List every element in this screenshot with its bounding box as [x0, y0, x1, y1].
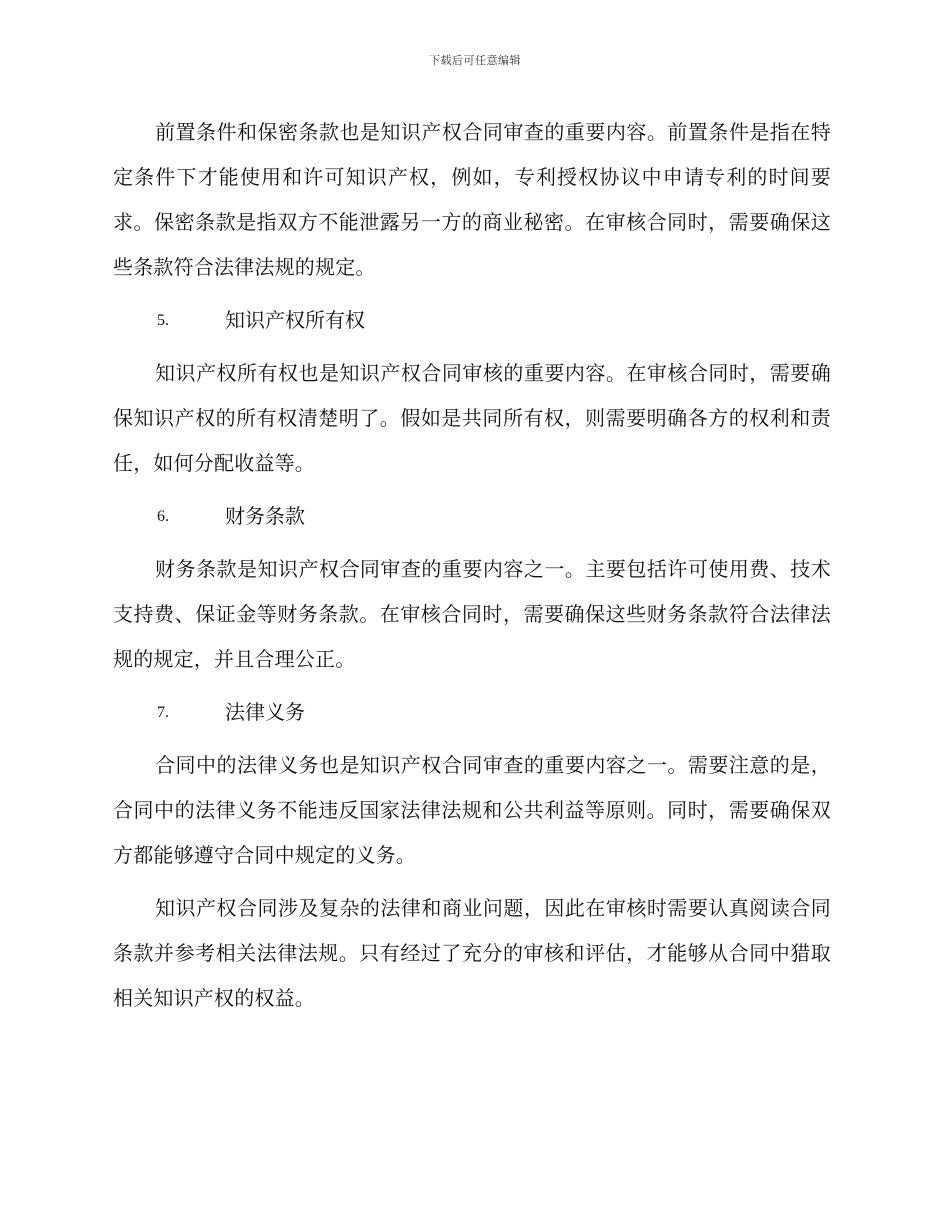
section-number: 6.: [157, 508, 169, 525]
paragraph-legal-obligations: 合同中的法律义务也是知识产权合同审查的重要内容之一。需要注意的是，合同中的法律义务不能违反国家法律法规和公共利益等原则。同时，需要确保双方都能够遵守合同中规定的义务。: [113, 753, 831, 867]
section-title: 财务条款: [225, 504, 305, 528]
section-title: 法律义务: [225, 700, 305, 724]
section-heading-financial-terms: [113, 494, 831, 539]
page-header: 下载后可任意编辑: [429, 54, 521, 67]
paragraph-preconditions-confidentiality: 前置条件和保密条款也是知识产权合同审查的重要内容。前置条件是指在特定条件下才能使用和许可知识产权，例如，专利授权协议中申请专利的时间要求。保密条款是指双方不能泄露另一方的商业秘密。在审核合同时，需要确保这些条款符合法律法规的规定。: [113, 120, 831, 279]
section-title: 知识产权所有权: [225, 308, 365, 332]
document-body: [113, 110, 831, 1021]
paragraph-financial-terms: 财务条款是知识产权合同审查的重要内容之一。主要包括许可使用费、技术支持费、保证金等财务条款。在审核合同时，需要确保这些财务条款符合法律法规的规定，并且合理公正。: [113, 557, 831, 671]
paragraph-ownership: 知识产权所有权也是知识产权合同审核的重要内容。在审核合同时，需要确保知识产权的所有权清楚明了。假如是共同所有权，则需要明确各方的权利和责任，如何分配收益等。: [113, 361, 831, 475]
section-heading-ownership: [113, 298, 831, 343]
paragraph-conclusion: 知识产权合同涉及复杂的法律和商业问题，因此在审核时需要认真阅读合同条款并参考相关法律法规。只有经过了充分的审核和评估，才能够从合同中猎取相关知识产权的权益。: [113, 896, 831, 1010]
section-heading-legal-obligations: [113, 690, 831, 735]
section-number: 5.: [157, 312, 169, 329]
section-number: 7.: [157, 704, 169, 721]
